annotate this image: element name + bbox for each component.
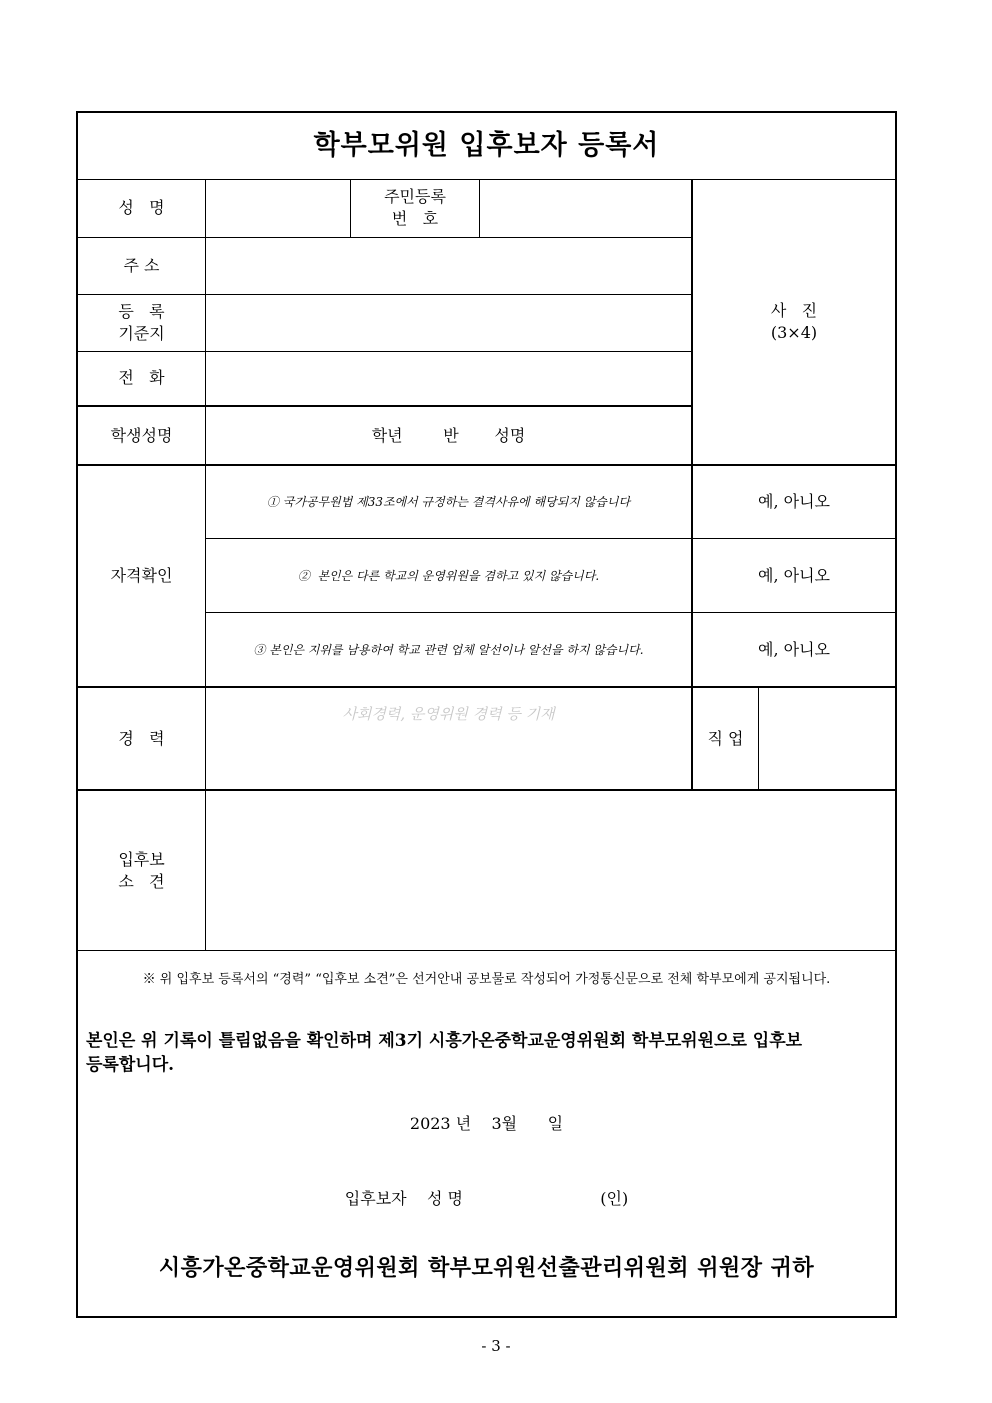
statement-field[interactable] bbox=[206, 791, 895, 950]
name-label: 성 명 bbox=[118, 198, 165, 217]
qualification-item-2: ② 본인은 다른 학교의 운영위원을 겸하고 있지 않습니다. bbox=[297, 568, 600, 583]
qualification-item-1: ① 국가공무원법 제33조에서 규정하는 결격사유에 해당되지 않습니다 bbox=[266, 495, 631, 509]
student-info-field[interactable]: 학년 반 성명 bbox=[371, 425, 526, 445]
qualification-answer-1[interactable]: 예, 아니오 bbox=[758, 492, 830, 511]
career-label: 경 력 bbox=[118, 728, 165, 748]
qualification-answer-2[interactable]: 예, 아니오 bbox=[758, 565, 830, 585]
address-label: 주 소 bbox=[123, 255, 160, 275]
phone-label: 전 화 bbox=[118, 368, 165, 387]
resident-number-label: 주민등록 번 호 bbox=[384, 187, 446, 228]
registration-form bbox=[76, 111, 897, 1318]
photo-placeholder[interactable]: 사 진 (3×4) bbox=[770, 300, 818, 342]
statement-label: 입후보 소 견 bbox=[118, 849, 165, 891]
page-number: - 3 - bbox=[481, 1337, 511, 1355]
resident-number-field[interactable] bbox=[480, 179, 691, 237]
career-field[interactable]: 사회경력, 운영위원 경력 등 기재 bbox=[342, 705, 555, 723]
addressee-line: 시흥가온중학교운영위원회 학부모위원선출관리위원회 위원장 귀하 bbox=[158, 1255, 815, 1281]
form-title: 학부모위원 입후보자 등록서 bbox=[313, 130, 660, 161]
confirmation-text: 본인은 위 기록이 틀림없음을 확인하며 제3기 시흥가온중학교운영위원회 학부모위원으로 입후보 등록합니다. bbox=[86, 1031, 803, 1075]
registry-label: 등 록 기준지 bbox=[118, 301, 165, 343]
name-field[interactable] bbox=[206, 179, 350, 237]
qualification-answer-3[interactable]: 예, 아니오 bbox=[758, 639, 830, 659]
address-field[interactable] bbox=[206, 237, 691, 294]
student-name-label: 학생성명 bbox=[110, 425, 173, 445]
phone-field[interactable] bbox=[206, 351, 691, 405]
qualification-item-3: ③ 본인은 지위를 남용하여 학교 관련 업체 알선이나 알선을 하지 않습니다. bbox=[253, 642, 644, 657]
registry-field[interactable] bbox=[206, 294, 691, 351]
qualification-label: 자격확인 bbox=[110, 566, 173, 585]
occupation-label: 직 업 bbox=[707, 728, 744, 748]
occupation-field[interactable] bbox=[759, 688, 895, 789]
date-line: 2023 년 3월 일 bbox=[409, 1114, 564, 1133]
signature-line[interactable]: 입후보자 성 명 (인) bbox=[344, 1189, 629, 1208]
notice-text: ※ 위 입후보 등록서의 “경력” “입후보 소견”은 선거안내 공보물로 작성되어 가정통신문으로 전체 학부모에게 공지됩니다. bbox=[142, 972, 831, 987]
